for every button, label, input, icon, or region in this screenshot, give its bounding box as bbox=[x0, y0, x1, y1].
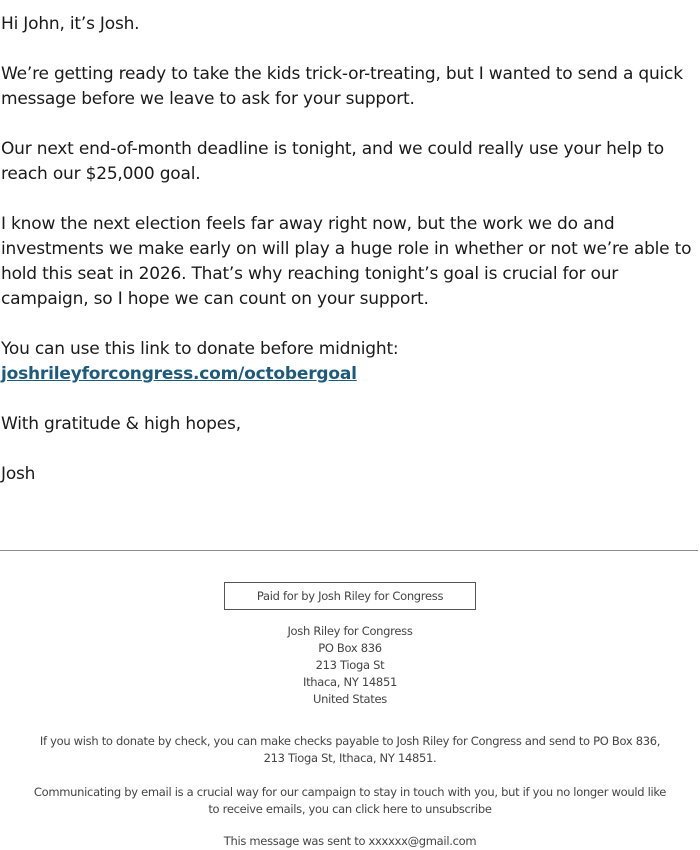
paragraph-intro: We’re getting ready to take the kids trick-or-treating, but I wanted to send a quick message before we leave to ask for your support. bbox=[1, 64, 683, 109]
paid-for-disclaimer: Paid for by Josh Riley for Congress bbox=[224, 582, 476, 610]
check-donation-note: If you wish to donate by check, you can make checks payable to Josh Riley for Congress and send to PO Box 836, 213 Tioga St, Ithaca, NY 14851. bbox=[39, 734, 661, 765]
signature: Josh bbox=[1, 464, 36, 484]
address-street: 213 Tioga St bbox=[315, 658, 385, 672]
donate-section bbox=[1, 337, 700, 387]
signoff: With gratitude & high hopes, bbox=[1, 414, 241, 434]
greeting: Hi John, it’s Josh. bbox=[1, 14, 140, 34]
mailing-address bbox=[0, 623, 700, 708]
sent-to-note: This message was sent to xxxxxx@gmail.com bbox=[223, 834, 477, 848]
address-org: Josh Riley for Congress bbox=[287, 624, 413, 638]
email-footer bbox=[0, 582, 700, 850]
address-po-box: PO Box 836 bbox=[318, 641, 382, 655]
footer-divider bbox=[0, 550, 698, 551]
unsubscribe-note[interactable]: Communicating by email is a crucial way for our campaign to stay in touch with you, but if you no longer would like to receive emails, you can click here to unsubscribe bbox=[33, 785, 667, 816]
donate-link[interactable]: joshrileyforcongress.com/octobergoal bbox=[1, 364, 357, 384]
address-country: United States bbox=[313, 692, 387, 706]
email-body bbox=[0, 12, 700, 487]
paragraph-election: I know the next election feels far away right now, but the work we do and investments we make early on will play a huge role in whether or not we’re able to hold this seat in 2026. That’s why reaching tonight’s goal is crucial for our campaign, so I hope we can count on your support. bbox=[1, 214, 692, 309]
address-city: Ithaca, NY 14851 bbox=[303, 675, 397, 689]
paragraph-deadline: Our next end-of-month deadline is tonight, and we could really use your help to reach our $25,000 goal. bbox=[1, 139, 664, 184]
donate-intro: You can use this link to donate before midnight: bbox=[1, 339, 399, 359]
